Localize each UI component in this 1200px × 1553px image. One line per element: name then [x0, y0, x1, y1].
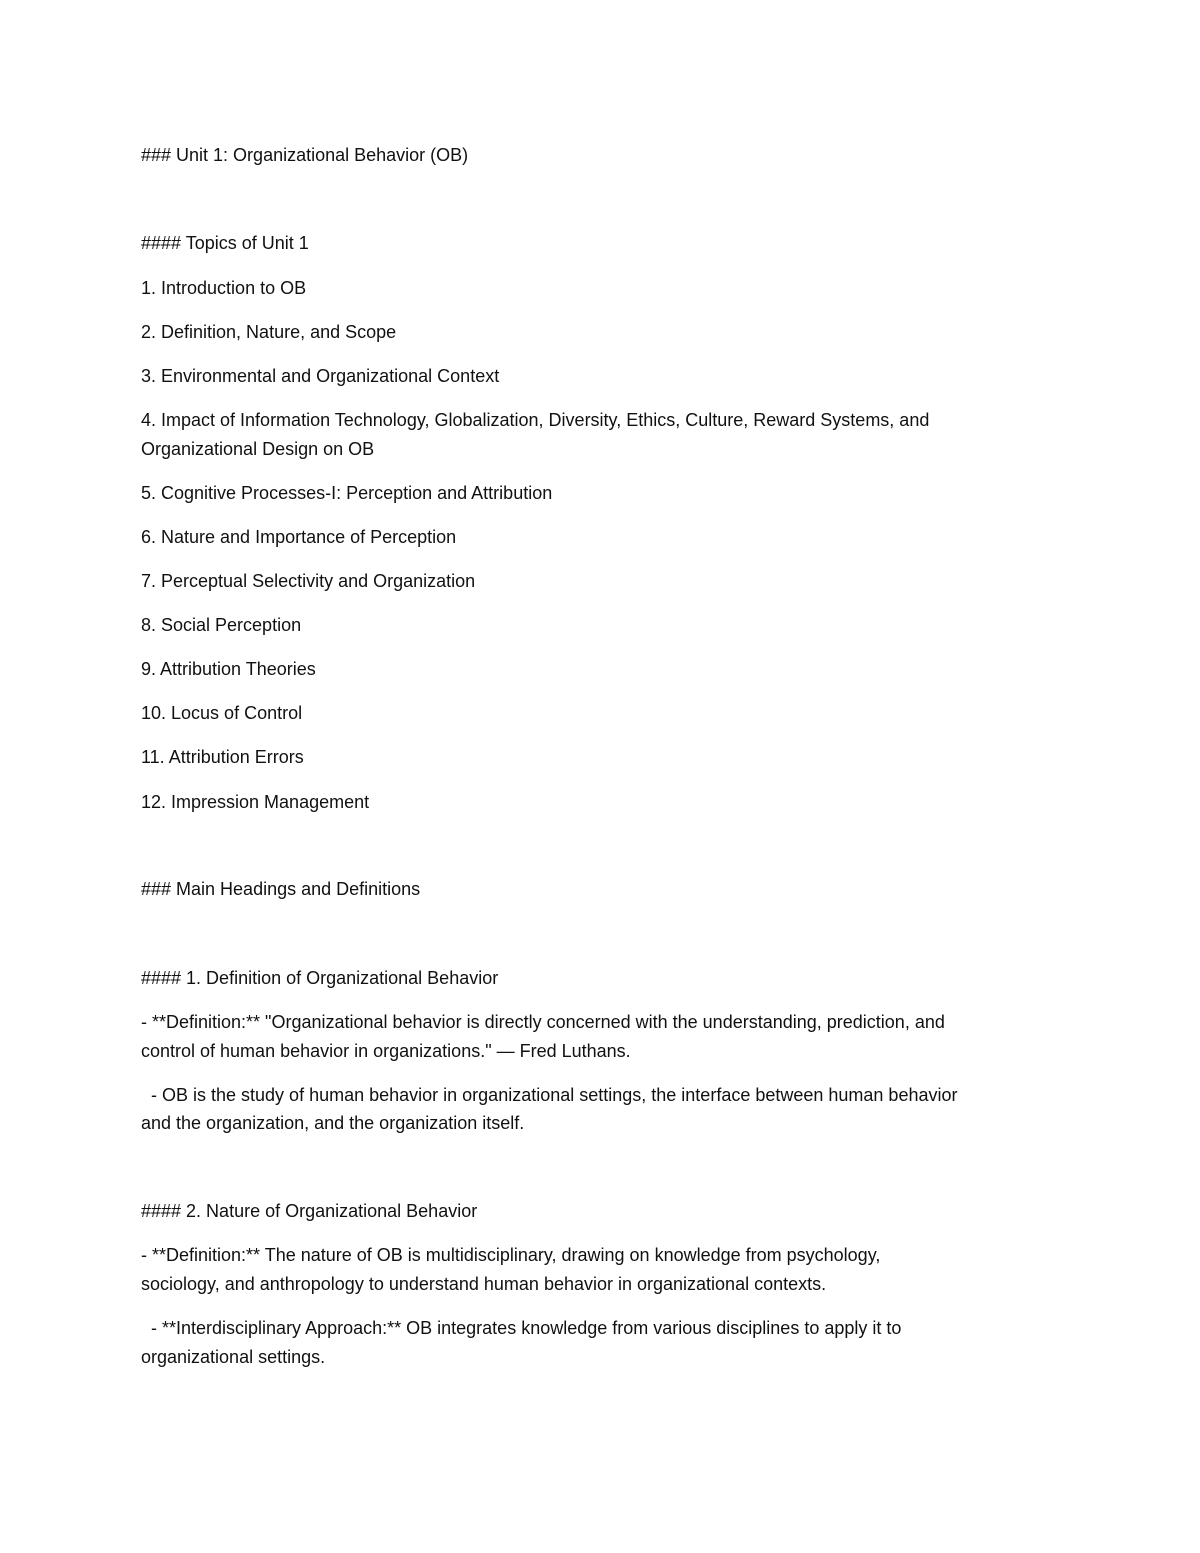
section-1-definition: - **Definition:** "Organizational behavior is directly concerned with the understanding, prediction, and — [141, 1012, 945, 1032]
unit-heading: ### Unit 1: Organizational Behavior (OB) — [141, 145, 469, 165]
topic-item: 9. Attribution Theories — [141, 659, 316, 679]
section-2-definition: - **Definition:** The nature of OB is multidisciplinary, drawing on knowledge from psychology, — [141, 1245, 881, 1265]
topic-item: 7. Perceptual Selectivity and Organization — [141, 571, 476, 591]
topics-heading: #### Topics of Unit 1 — [141, 233, 309, 253]
topic-item: 11. Attribution Errors — [141, 747, 304, 767]
section-1-sub-point-continuation: and the organization, and the organization itself. — [141, 1113, 525, 1133]
topic-item: 2. Definition, Nature, and Scope — [141, 322, 397, 342]
topic-item: 8. Social Perception — [141, 615, 302, 635]
main-heading: ### Main Headings and Definitions — [141, 879, 421, 899]
section-2-heading: #### 2. Nature of Organizational Behavior — [141, 1201, 478, 1221]
section-2-sub-point: - **Interdisciplinary Approach:** OB integrates knowledge from various disciplines to apply it to — [141, 1318, 902, 1338]
section-1-definition-continuation: control of human behavior in organizations." — Fred Luthans. — [141, 1041, 631, 1061]
topic-item: 5. Cognitive Processes-I: Perception and Attribution — [141, 483, 553, 503]
topic-item: 3. Environmental and Organizational Context — [141, 366, 500, 386]
section-2-sub-point-continuation: organizational settings. — [141, 1347, 326, 1367]
topic-item: 1. Introduction to OB — [141, 278, 307, 298]
topic-item-continuation: Organizational Design on OB — [141, 439, 375, 459]
section-2-definition-continuation: sociology, and anthropology to understand human behavior in organizational contexts. — [141, 1274, 827, 1294]
topic-item: 12. Impression Management — [141, 792, 370, 812]
section-1-sub-point: - OB is the study of human behavior in organizational settings, the interface between human behavior — [141, 1085, 958, 1105]
section-1-heading: #### 1. Definition of Organizational Behavior — [141, 968, 499, 988]
topic-item: 6. Nature and Importance of Perception — [141, 527, 457, 547]
topic-item: 4. Impact of Information Technology, Globalization, Diversity, Ethics, Culture, Reward Systems, and — [141, 410, 930, 430]
topic-item: 10. Locus of Control — [141, 703, 303, 723]
